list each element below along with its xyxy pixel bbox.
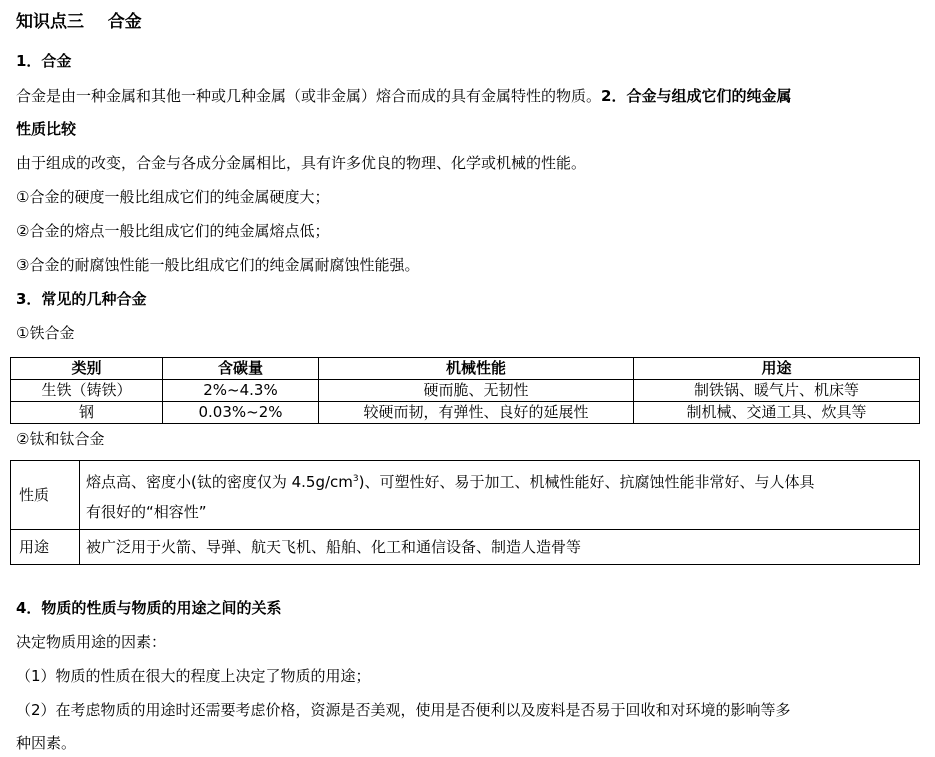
table-row xyxy=(11,530,920,565)
factor-2-cont: 种因素。 xyxy=(16,734,77,752)
header-mechanical: 机械性能 xyxy=(319,358,634,380)
heading-name: 合金 xyxy=(107,12,142,32)
factor-2: （2）在考虑物质的用途时还需要考虑价格，资源是否美观，使用是否便利以及废料是否易于回收和对环境的影响等多 xyxy=(16,701,791,719)
cell-mechanical: 较硬而韧，有弹性、良好的延展性 xyxy=(319,402,634,424)
cell-carbon: 0.03%~2% xyxy=(163,402,319,424)
property-corrosion: ③合金的耐腐蚀性能一般比组成它们的纯金属耐腐蚀性能强。 xyxy=(16,256,420,274)
header-use: 用途 xyxy=(634,358,920,380)
section-2-title-cont: 性质比较 xyxy=(16,120,77,138)
property-melting-point: ②合金的熔点一般比组成它们的纯金属熔点低； xyxy=(16,222,330,240)
section-1-title: 1．合金 xyxy=(16,52,72,70)
property-text-a: 熔点高、密度小(钛的密度仅为 4.5g/cm xyxy=(86,472,353,491)
property-text-b: )、可塑性好、易于加工、机械性能好、抗腐蚀性能非常好、与人体具 xyxy=(358,472,815,491)
use-key: 用途 xyxy=(11,530,80,565)
table-header-row xyxy=(11,358,920,380)
cell-category: 生铁（铸铁） xyxy=(11,380,163,402)
section-2-intro: 由于组成的改变，合金与各成分金属相比，具有许多优良的物理、化学或机械的性能。 xyxy=(16,154,587,172)
cell-category: 钢 xyxy=(11,402,163,424)
property-superscript: 3 xyxy=(352,473,359,484)
cell-carbon: 2%~4.3% xyxy=(163,380,319,402)
table-row xyxy=(11,402,920,424)
section-2-title: 2．合金与组成它们的纯金属 xyxy=(601,87,792,105)
table-row xyxy=(11,461,920,530)
cell-use: 制机械、交通工具、炊具等 xyxy=(634,402,920,424)
section-4-intro: 决定物质用途的因素： xyxy=(16,633,167,651)
iron-alloy-label: ①铁合金 xyxy=(16,324,75,342)
heading-number: 知识点三 xyxy=(16,12,84,32)
factor-1: （1）物质的性质在很大的程度上决定了物质的用途； xyxy=(16,667,371,685)
alloy-definition: 合金是由一种金属和其他一种或几种金属（或非金属）熔合而成的具有金属特性的物质。 xyxy=(16,87,602,105)
use-value: 被广泛用于火箭、导弹、航天飞机、船舶、化工和通信设备、制造人造骨等 xyxy=(80,530,920,565)
header-carbon: 含碳量 xyxy=(163,358,319,380)
page-heading xyxy=(16,12,142,32)
section-1-definition xyxy=(16,86,791,106)
property-key: 性质 xyxy=(11,461,80,530)
section-4-title: 4．物质的性质与物质的用途之间的关系 xyxy=(16,599,282,617)
property-text-c: 有很好的“相容性” xyxy=(86,502,207,521)
header-category: 类别 xyxy=(11,358,163,380)
table-row xyxy=(11,380,920,402)
property-value xyxy=(80,461,920,530)
iron-alloy-table xyxy=(10,357,920,424)
property-hardness: ①合金的硬度一般比组成它们的纯金属硬度大； xyxy=(16,188,330,206)
cell-use: 制铁锅、暖气片、机床等 xyxy=(634,380,920,402)
titanium-table xyxy=(10,460,920,565)
titanium-label: ②钛和钛合金 xyxy=(16,430,105,448)
section-3-title: 3．常见的几种合金 xyxy=(16,290,147,308)
cell-mechanical: 硬而脆、无韧性 xyxy=(319,380,634,402)
